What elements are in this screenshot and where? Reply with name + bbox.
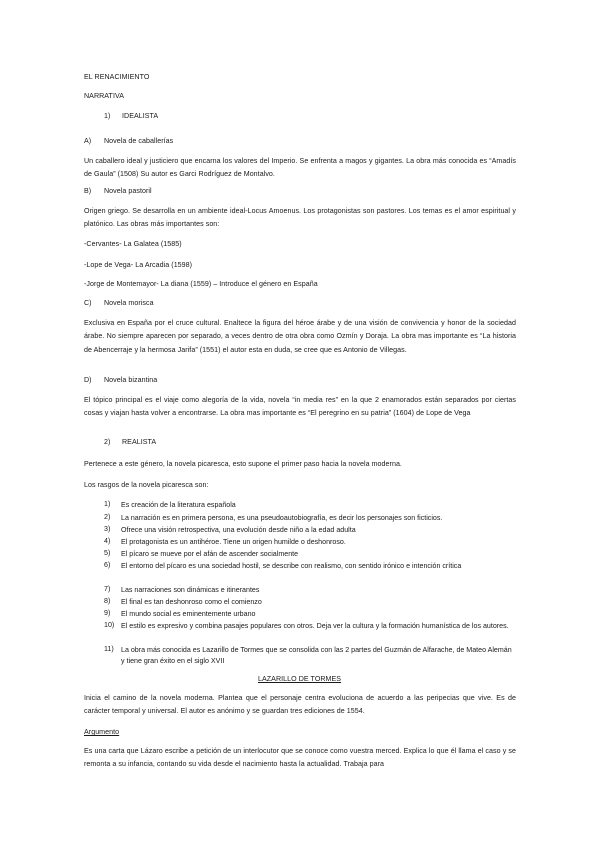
- list-item-number: 3): [104, 525, 111, 533]
- subsection-heading-pastoril: Novela pastoril: [104, 187, 152, 195]
- subsection-letter: B): [84, 187, 92, 195]
- list-item-number: 8): [104, 597, 111, 605]
- list-item: El entorno del pícaro es una sociedad hostil, se describe con realismo, con sentido irónico e intención crítica: [121, 562, 462, 570]
- rasgos-intro: Los rasgos de la novela picaresca son:: [84, 481, 209, 489]
- subsection-letter: A): [84, 137, 92, 145]
- list-item: El estilo es expresivo y combina pasajes populares con otros. Deja ver la cultura y la formación humanística de los autores.: [121, 622, 509, 630]
- paragraph-realista-intro: Pertenece a este género, la novela picaresca, esto supone el primer paso hacia la novela moderna.: [84, 460, 402, 468]
- document-title: EL RENACIMIENTO: [84, 73, 150, 81]
- section-number: 1): [104, 112, 111, 120]
- list-item-number: 11): [104, 645, 114, 653]
- list-item-number: 6): [104, 561, 111, 569]
- list-item: El protagonista es un antihéroe. Tiene un origen humilde o deshonroso.: [121, 538, 346, 546]
- paragraph-caballerias: Un caballero ideal y justiciero que encarna los valores del Imperio. Se enfrenta a magos y gigantes. La obra más conocida es “Amadís de Gaula” (1508) Su autor es Garci Rodríguez de Montalvo.: [84, 157, 516, 179]
- section-number: 2): [104, 438, 111, 446]
- work-item: -Cervantes- La Galatea (1585): [84, 240, 182, 248]
- list-item-number: 10): [104, 621, 115, 629]
- section-heading-idealista: IDEALISTA: [122, 112, 159, 120]
- list-item-number: 7): [104, 585, 111, 593]
- list-item-number: 9): [104, 609, 111, 617]
- argumento-heading: Argumento: [84, 728, 120, 736]
- paragraph-bizantina: El tópico principal es el viaje como alegoría de la vida, novela “in media res” en la que 2 enamorados están separados por ciertas cosas y viajan hasta volver a encontrarse. La obra mas importante es “El peregrino en su patria” (1604) de Lope de Vega: [84, 396, 516, 418]
- list-item: El final es tan deshonroso como el comienzo: [121, 598, 262, 606]
- paragraph-morisca: Exclusiva en España por el cruce cultural. Enaltece la figura del héroe árabe y de una visión de convivencia y honor de la sociedad árabe. No siempre aparecen por separado, a veces dentro de otra obra como Ozmín y Doraja. La obra mas importante es “La historia de Abencerraje y la hermosa Jarifa” (1551) el autor esta en duda, se cree que es Antonio de Villegas.: [84, 319, 516, 354]
- subsection-letter: C): [84, 299, 92, 307]
- subsection-heading-bizantina: Novela bizantina: [104, 376, 158, 384]
- list-item: El pícaro se mueve por el afán de ascender socialmente: [121, 550, 299, 558]
- lazarillo-heading: LAZARILLO DE TORMES: [258, 675, 342, 683]
- section-subtitle: NARRATIVA: [84, 92, 124, 100]
- list-item-number: 1): [104, 500, 111, 508]
- section-heading-realista: REALISTA: [122, 438, 157, 446]
- subsection-heading-morisca: Novela morisca: [104, 299, 154, 307]
- list-item-number: 5): [104, 549, 111, 557]
- list-item: Ofrece una visión retrospectiva, una evolución desde niño a la edad adulta: [121, 526, 356, 534]
- list-item: El mundo social es eminentemente urbano: [121, 610, 256, 618]
- paragraph-lazarillo-intro: Inicia el camino de la novela moderna. Plantea que el personaje centra evoluciona de acuerdo a las peripecias que vive. Es de carácter temporal y universal. El autor es anónimo y se guardan tres ediciones de 1554.: [84, 694, 516, 716]
- list-item: La narración es en primera persona, es una pseudoautobiografía, es decir los personajes son ficticios.: [121, 514, 443, 522]
- list-item-number: 4): [104, 537, 111, 545]
- list-item: La obra más conocida es Lazarillo de Tormes que se consolida con las 2 partes del Guzmán de Alfarache, de Mateo Alemán y tiene gran éxito en el siglo XVII: [121, 646, 512, 666]
- list-item: Es creación de la literatura española: [121, 501, 236, 509]
- paragraph-pastoril: Origen griego. Se desarrolla en un ambiente ideal-Locus Amoenus. Los protagonistas son pastores. Los temas es el amor espiritual y platónico. Las obras más importantes son:: [84, 207, 516, 229]
- list-item-number: 2): [104, 513, 111, 521]
- paragraph-argumento: Es una carta que Lázaro escribe a petición de un interlocutor que se conoce como vuestra merced. Explica lo que él llama el caso y se remonta a su infancia, contando su vida desde el nacimiento hasta la actualidad. Trabaja para: [84, 747, 516, 769]
- subsection-letter: D): [84, 376, 92, 384]
- list-item: Las narraciones son dinámicas e itinerantes: [121, 586, 260, 594]
- work-item: -Lope de Vega- La Arcadia (1598): [84, 261, 193, 269]
- subsection-heading-caballerias: Novela de caballerías: [104, 137, 174, 145]
- work-item: -Jorge de Montemayor- La diana (1559) – Introduce el género en España: [84, 280, 318, 288]
